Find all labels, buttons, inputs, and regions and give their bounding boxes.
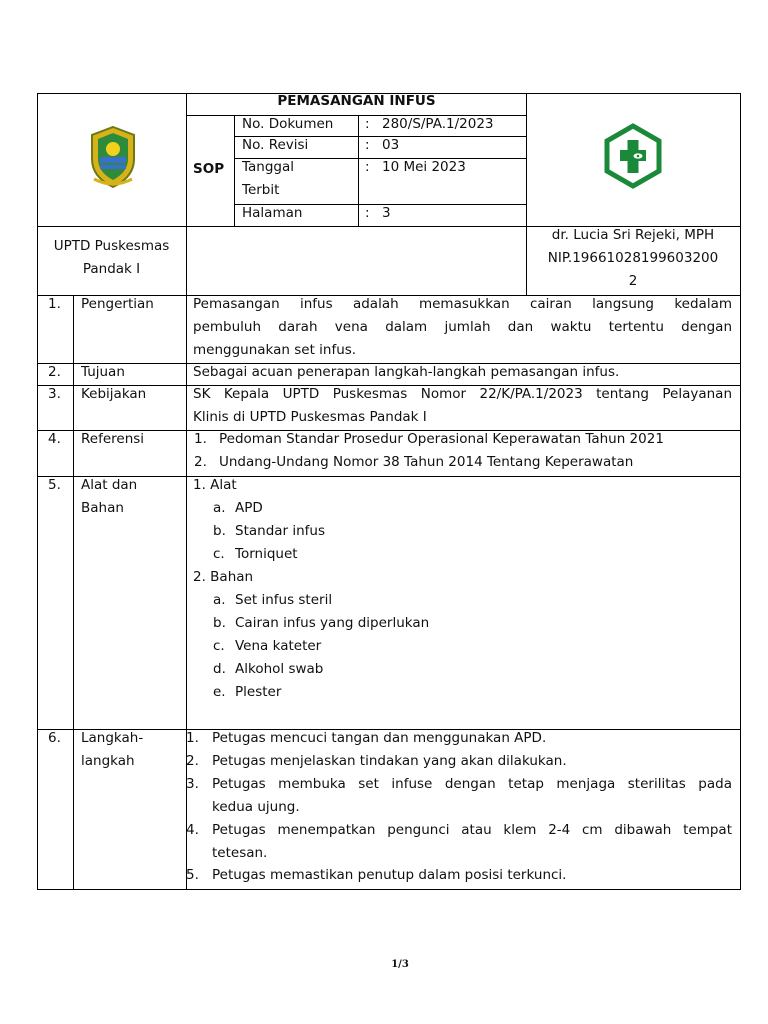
field-value-no-dokumen: 280/S/PA.1/2023 xyxy=(382,116,494,132)
row-label: Kebijakan xyxy=(81,386,147,402)
field-label-no-dokumen: No. Dokumen xyxy=(242,116,334,132)
row-number: 2. xyxy=(48,364,61,380)
row-label-cont: langkah xyxy=(81,753,135,769)
list-item: Plester xyxy=(235,684,282,700)
field-sep: : xyxy=(365,116,370,132)
row-number: 5. xyxy=(48,477,61,493)
row-label: Referensi xyxy=(81,431,145,447)
row-number: 3. xyxy=(48,386,61,402)
list-item: Torniquet xyxy=(235,546,298,562)
list-number: 2. xyxy=(194,454,207,470)
row-text-line: menggunakan set infus. xyxy=(193,342,357,358)
field-label-no-revisi: No. Revisi xyxy=(242,137,309,153)
list-item: APD xyxy=(235,500,263,516)
step-text: kedua ujung. xyxy=(212,799,300,815)
list-letter: c. xyxy=(213,546,225,562)
field-sep: : xyxy=(365,205,370,221)
page-number: 1/3 xyxy=(391,959,409,970)
step-number: 2. xyxy=(186,753,199,769)
row-text-line: pembuluh darah vena dalam jumlah dan waktu tertentu dengan xyxy=(193,319,732,335)
step-text: Petugas membuka set infuse dengan tetap menjaga sterilitas pada xyxy=(212,776,732,792)
list-item: Undang-Undang Nomor 38 Tahun 2014 Tentang Keperawatan xyxy=(219,454,634,470)
list-item: Standar infus xyxy=(235,523,326,539)
step-text: Petugas menjelaskan tindakan yang akan dilakukan. xyxy=(212,753,567,769)
step-number: 1. xyxy=(186,730,199,746)
row-label: Alat dan xyxy=(81,477,138,493)
row-number: 1. xyxy=(48,296,61,312)
puskesmas-logo-icon xyxy=(600,123,666,189)
list-letter: c. xyxy=(213,638,225,654)
sop-label: SOP xyxy=(193,161,225,177)
row-number: 4. xyxy=(48,431,61,447)
list-item: Alkohol swab xyxy=(235,661,324,677)
signer-name: dr. Lucia Sri Rejeki, MPH xyxy=(551,227,715,243)
field-label-halaman: Halaman xyxy=(242,205,303,221)
field-label-terbit: Terbit xyxy=(242,182,280,198)
row-label: Pengertian xyxy=(81,296,154,312)
row-label: Tujuan xyxy=(81,364,125,380)
row-number: 6. xyxy=(48,730,61,746)
document-title: PEMASANGAN INFUS xyxy=(277,93,436,109)
field-label-tanggal: Tanggal xyxy=(242,159,295,175)
list-item: Set infus steril xyxy=(235,592,333,608)
field-value-halaman: 3 xyxy=(382,205,391,221)
left-logo xyxy=(86,125,140,189)
list-item: Pedoman Standar Prosedur Operasional Keperawatan Tahun 2021 xyxy=(219,431,664,447)
list-number: 1. xyxy=(194,431,207,447)
list-letter: e. xyxy=(213,684,226,700)
field-sep: : xyxy=(365,137,370,153)
list-item: Vena kateter xyxy=(235,638,322,654)
row-label-cont: Bahan xyxy=(81,500,124,516)
list-letter: a. xyxy=(213,592,226,608)
signer-nip-end: 2 xyxy=(628,273,638,289)
regional-emblem-icon xyxy=(86,125,140,189)
list-item: Cairan infus yang diperlukan xyxy=(235,615,430,631)
step-text: Petugas menempatkan pengunci atau klem 2-4 cm dibawah tempat xyxy=(212,822,732,838)
step-text: Petugas mencuci tangan dan menggunakan APD. xyxy=(212,730,547,746)
list-letter: a. xyxy=(213,500,226,516)
field-sep: : xyxy=(365,159,370,175)
field-value-tanggal: 10 Mei 2023 xyxy=(382,159,466,175)
group-heading: 1. Alat xyxy=(193,477,237,493)
org-name-line2: Pandak I xyxy=(82,261,141,277)
signer-nip: NIP.19661028199603200 xyxy=(547,250,719,266)
row-label: Langkah- xyxy=(81,730,144,746)
step-text: Petugas memastikan penutup dalam posisi terkunci. xyxy=(212,867,567,883)
group-heading: 2. Bahan xyxy=(193,569,254,585)
list-letter: b. xyxy=(213,523,226,539)
right-logo xyxy=(600,123,666,189)
step-number: 4. xyxy=(186,822,199,838)
row-text-line: Sebagai acuan penerapan langkah-langkah pemasangan infus. xyxy=(193,364,620,380)
step-number: 3. xyxy=(186,776,199,792)
row-text-line: Klinis di UPTD Puskesmas Pandak I xyxy=(193,409,427,425)
step-number: 5. xyxy=(186,867,199,883)
list-letter: b. xyxy=(213,615,226,631)
row-text-line: SK Kepala UPTD Puskesmas Nomor 22/K/PA.1/2023 tentang Pelayanan xyxy=(193,386,732,402)
list-letter: d. xyxy=(213,661,226,677)
org-name-line1: UPTD Puskesmas xyxy=(53,238,170,254)
step-text: tetesan. xyxy=(212,845,268,861)
field-value-no-revisi: 03 xyxy=(382,137,400,153)
row-text-line: Pemasangan infus adalah memasukkan cairan langsung kedalam xyxy=(193,296,732,312)
